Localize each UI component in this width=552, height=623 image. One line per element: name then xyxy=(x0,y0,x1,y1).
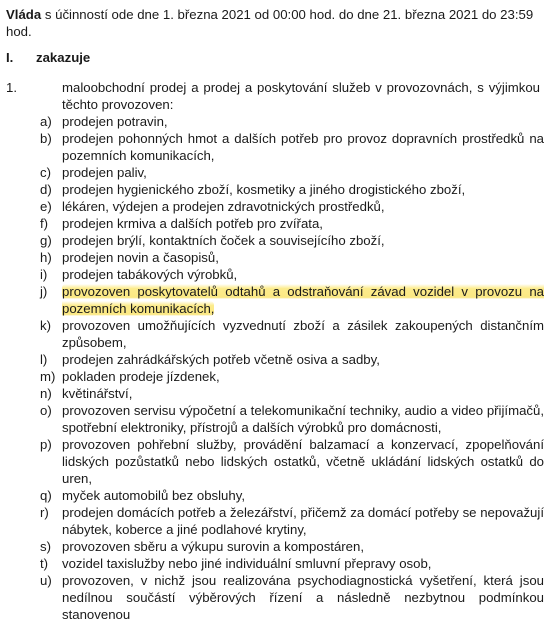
list-item-text: prodejen potravin, xyxy=(62,114,168,129)
list-item-letter: a) xyxy=(40,114,52,129)
decree-intro xyxy=(6,6,544,40)
list-item xyxy=(40,402,544,436)
list-item xyxy=(40,113,544,130)
list-item-text: prodejen domácích potřeb a železářství, přičemž za domácí potřeby se nepovažují nábytek, koberce a jiné podlahové krytiny, xyxy=(62,505,544,537)
list-item-text: prodejen hygienického zboží, kosmetiky a jiného drogistického zboží, xyxy=(62,182,466,197)
list-item xyxy=(40,249,544,266)
list-item-text: prodejen tabákových výrobků, xyxy=(62,267,238,282)
list-item xyxy=(40,181,544,198)
list-item-text: prodejen brýlí, kontaktních čoček a souvisejícího zboží, xyxy=(62,233,385,248)
list-item-text: provozoven pohřební služby, provádění balzamací a konzervací, zpopelňování lidských pozůstatků nebo lidských ostatků, včetně ukládání lidských ostatků do uren, xyxy=(62,437,544,486)
list-item-text: provozoven sběru a výkupu surovin a kompostáren, xyxy=(62,539,365,554)
decree-validity: s účinností ode dne 1. března 2021 od 00:00 hod. do dne 21. března 2021 do 23:59 hod. xyxy=(6,7,534,39)
list-item-letter: g) xyxy=(40,233,52,248)
list-item-letter: j) xyxy=(40,284,48,299)
list-item-text: prodejen krmiva a dalších potřeb pro zvířata, xyxy=(62,216,323,231)
list-item-letter: e) xyxy=(40,199,52,214)
list-item-letter: p) xyxy=(40,437,52,452)
list-item xyxy=(40,130,544,164)
list-item-letter: o) xyxy=(40,403,52,418)
list-item-text: prodejen pohonných hmot a dalších potřeb pro provoz dopravních prostředků na pozemních komunikacích, xyxy=(62,131,544,163)
section-title: zakazuje xyxy=(36,50,91,65)
list-item-letter: l) xyxy=(40,352,48,367)
point-text: maloobchodní prodej a prodej a poskytování služeb v provozovnách, s výjimkou těchto provozoven: xyxy=(62,80,540,112)
list-item xyxy=(40,368,544,385)
list-item xyxy=(40,283,544,317)
list-item-letter: d) xyxy=(40,182,52,197)
section-heading xyxy=(6,49,90,66)
list-item-letter: k) xyxy=(40,318,51,333)
list-item-letter: c) xyxy=(40,165,51,180)
list-item xyxy=(40,504,544,538)
list-item-letter: m) xyxy=(40,369,56,384)
exception-list xyxy=(40,113,544,623)
list-item-letter: q) xyxy=(40,488,52,503)
list-item xyxy=(40,538,544,555)
list-item-text: provozoven umožňujících vyzvednutí zboží a zásilek zakoupených distančním způsobem, xyxy=(62,318,544,350)
list-item xyxy=(40,555,544,572)
list-item-letter: u) xyxy=(40,573,52,588)
highlighted-item-text: provozoven poskytovatelů odtahů a odstraňování závad vozidel v provozu na pozemních komunikacích, xyxy=(62,284,544,316)
list-item xyxy=(40,232,544,249)
list-item-text: vozidel taxislužby nebo jiné individuální smluvní přepravy osob, xyxy=(62,556,432,571)
list-item-letter: n) xyxy=(40,386,52,401)
list-item xyxy=(40,436,544,487)
list-item xyxy=(40,385,544,402)
list-item-text: provozoven, v nichž jsou realizována psychodiagnostická vyšetření, která jsou nedílnou součástí výběrových řízení a následně nezbytnou podmínkou stanovenou xyxy=(62,573,544,622)
list-item-letter: i) xyxy=(40,267,48,282)
section-number: I. xyxy=(6,50,14,65)
list-item xyxy=(40,164,544,181)
list-item-letter: s) xyxy=(40,539,51,554)
list-item xyxy=(40,266,544,283)
list-item xyxy=(40,351,544,368)
list-item-letter: h) xyxy=(40,250,52,265)
list-item-text: pokladen prodeje jízdenek, xyxy=(62,369,220,384)
list-item-text: prodejen paliv, xyxy=(62,165,147,180)
list-item-letter: t) xyxy=(40,556,49,571)
list-item-text: lékáren, výdejen a prodejen zdravotnických prostředků, xyxy=(62,199,385,214)
list-item-text: květinářství, xyxy=(62,386,133,401)
list-item xyxy=(40,198,544,215)
list-item-text: provozoven servisu výpočetní a telekomunikační techniky, audio a video přijímačů, spotřební elektroniky, přístrojů a dalších výrobků pro domácnosti, xyxy=(62,403,544,435)
list-item xyxy=(40,572,544,623)
list-item-text: prodejen novin a časopisů, xyxy=(62,250,219,265)
list-item-text: prodejen zahrádkářských potřeb včetně osiva a sadby, xyxy=(62,352,380,367)
list-item-text: myček automobilů bez obsluhy, xyxy=(62,488,246,503)
point-number: 1. xyxy=(6,80,17,95)
list-item xyxy=(40,317,544,351)
decree-subject: Vláda xyxy=(6,7,42,22)
list-item-letter: r) xyxy=(40,505,49,520)
list-item xyxy=(40,487,544,504)
list-item-letter: f) xyxy=(40,216,49,231)
list-item xyxy=(40,215,544,232)
list-item-letter: b) xyxy=(40,131,52,146)
